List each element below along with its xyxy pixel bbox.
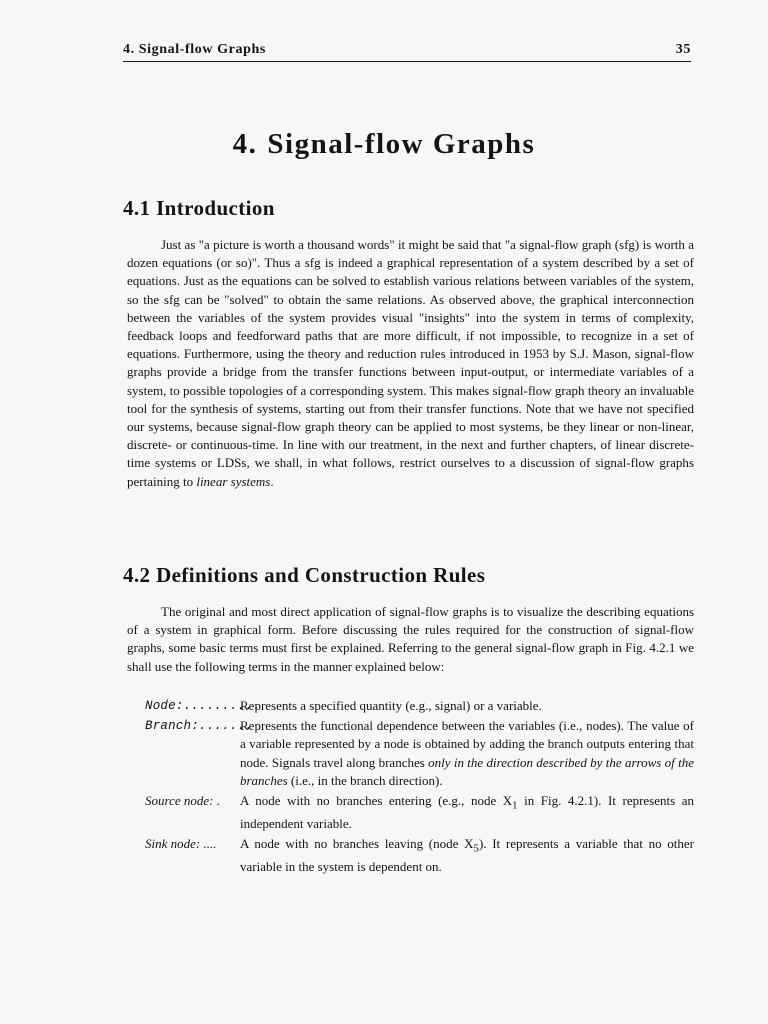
sink-text-a: A node with no branches leaving (node X <box>240 836 474 852</box>
running-title: 4. Signal-flow Graphs <box>123 42 266 57</box>
definition-source-node-text <box>240 792 694 833</box>
introduction-paragraph <box>127 236 694 491</box>
branch-direction-emphasis: only in the direction described by the arrows of the branches <box>240 754 694 788</box>
definition-list <box>127 697 694 876</box>
sink-text-b: ). It represents a variable that no other variable in the system is dependent on. <box>240 836 694 874</box>
source-text-b: in Fig. 4.2.1). It represents an independent variable. <box>240 793 694 831</box>
definition-source-node <box>127 792 694 833</box>
definition-node <box>127 697 694 715</box>
introduction-end: . <box>270 473 274 489</box>
definition-node-text: Represents a specified quantity (e.g., signal) or a variable. <box>240 698 542 713</box>
definitions-text: The original and most direct application of signal-flow graphs is to visualize the describing equations of a system in graphical form. Before discussing the rules required for the construction of signal-flow graphs, some basic terms must first be explained. Referring to the general signal-flow graph in Fig. 4.2.1 we shall use the following terms in the manner explained below: <box>127 604 694 674</box>
page-number: 35 <box>675 42 691 57</box>
term-branch: Branch:....... <box>145 719 253 734</box>
chapter-number: 4. <box>232 128 258 160</box>
term-node: Node:.......... <box>145 699 261 713</box>
term-source-node: Source node: . <box>145 793 220 809</box>
definition-branch-text <box>240 717 694 790</box>
definition-branch <box>127 717 694 790</box>
sink-subscript: 5 <box>473 842 479 855</box>
chapter-title <box>0 128 768 161</box>
branch-text-b: (i.e., in the branch direction). <box>287 772 443 788</box>
introduction-text: Just as "a picture is worth a thousand words" it might be said that "a signal-flow graph (sfg) is worth a dozen equations (or so)". Thus a sfg is indeed a graphical representation of a system described by a set of equations. Just as the equations can be solved to establish various relations between variables of the system, so the sfg can be "solved" to obtain the same relations. As observed above, the graphical interconnection between the variables of the system provides visual "insights" into the system in terms of complexity, feedback loops and feedforward paths that are more difficult, if not impossible, to recognize in a set of equations. Furthermore, using the theory and reduction rules introduced in 1953 by S.J. Mason, signal-flow graphs provide a bridge from the transfer functions between input-output, or intermediate variables of a system, to possible topologies of a corresponding system. This makes signal-flow graph theory an invaluable tool for the synthesis of systems, starting out from their transfer functions. Note that we have not specified our systems, because signal-flow graph theory can be applied to most systems, be they linear or non-linear, discrete- or continuous-time. In line with our treatment, in the next and further chapters, of linear discrete-time systems or LDSs, we shall, in what follows, restrict ourselves to a discussion of signal-flow graphs pertaining to <box>127 237 694 489</box>
definition-sink-node-text <box>240 835 694 876</box>
chapter-title-text: Signal-flow Graphs <box>267 128 536 160</box>
definitions-paragraph <box>127 603 694 676</box>
definition-sink-node <box>127 835 694 876</box>
branch-text-a: Represents the functional dependence between the variables (i.e., nodes). The value of a variable represented by a node is obtained by adding the branch outputs entering that node. Signals travel along branches <box>240 718 694 770</box>
source-text-a: A node with no branches entering (e.g., node X <box>240 793 513 809</box>
running-header <box>123 42 691 62</box>
linear-systems-emphasis: linear systems <box>196 473 271 489</box>
term-sink-node: Sink node: .... <box>145 836 217 852</box>
section-heading-introduction: 4.1 Introduction <box>123 196 275 220</box>
section-heading-definitions: 4.2 Definitions and Construction Rules <box>123 563 486 587</box>
source-subscript: 1 <box>512 799 518 812</box>
